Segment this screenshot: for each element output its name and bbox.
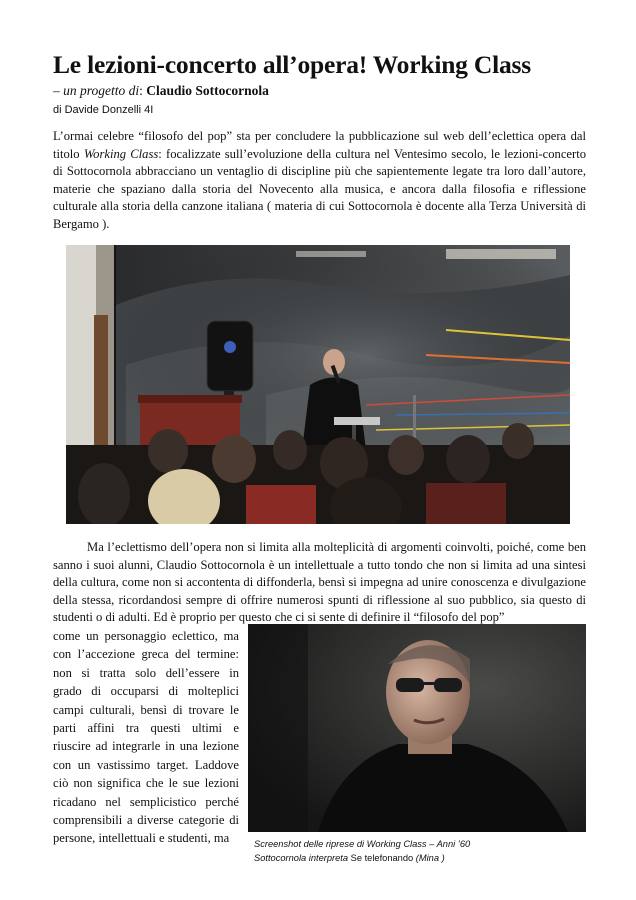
column-line: persone, intellettuali e studenti, ma bbox=[53, 831, 230, 846]
intro-paragraph bbox=[53, 128, 586, 234]
column-line: con l’accezione greca del termine: bbox=[53, 647, 239, 662]
column-line: grado di occuparsi di molteplici bbox=[53, 684, 239, 699]
column-line: campi culturali, bensì di trovare le bbox=[53, 702, 239, 717]
subtitle-name: Claudio Sottocornola bbox=[146, 83, 269, 98]
column-line: ricadano nel semplicistico perché bbox=[53, 794, 239, 809]
intro-text-end: : focalizzate sull’evoluzione della cultura nel Ventesimo secolo, le lezioni-concerto di Sottocornola abbracciano un ventaglio di discipline più che sapientemente legate tra loro dall’autore, materie che spaziano dalla storia del Novecento alla musica, e ancora dalla filosofia e riflessione culturale alla storia della canzone italiana ( materia di cui Sottocornola è docente alla Terza Università di Bergamo ). bbox=[53, 146, 586, 231]
intro-text-start: L’ormai celebre “filosofo del pop” sta per concludere la pubblicazione sul web dell’eclettica opera dal titolo bbox=[53, 129, 586, 161]
caption-line-1: Screenshot delle riprese di Working Class – Anni ’60 bbox=[254, 839, 471, 849]
photo-caption bbox=[254, 837, 470, 865]
body-paragraph: Ma l’eclettismo dell’opera non si limita alla molteplicità di argomenti coinvolti, poiché, come ben sanno i suoi alunni, Claudio Sottocornola è un intellettuale a tutto tondo che non si limita ad una sintesi della cultura, come non si accontenta di diffonderla, bensì si impegna ad unire conoscenza e divulgazione della stessa, ricordandosi sempre di offrire numerosi spunti di riflessione al suo pubblico, sia questo di studenti o di adulti. Ed è proprio per questo che ci si sente di definire il “filosofo del pop” bbox=[53, 540, 586, 625]
column-line: comprensibili a diverse categorie di bbox=[53, 813, 239, 828]
caption-song: Se telefonando bbox=[348, 853, 416, 863]
article-author: di Davide Donzelli 4I bbox=[53, 104, 154, 116]
portrait-photo bbox=[248, 624, 586, 832]
caption-line-2 bbox=[254, 851, 470, 865]
column-line: ciò non significa che le sue lezioni bbox=[53, 776, 239, 791]
concert-photo bbox=[66, 245, 570, 524]
subtitle-colon: : bbox=[139, 83, 147, 98]
column-line: parti affini tra questi ultimi e bbox=[53, 721, 239, 736]
article-subtitle bbox=[53, 82, 269, 99]
wrapped-text-column bbox=[53, 627, 239, 848]
column-line: con un vastissimo target. Laddove bbox=[53, 757, 239, 772]
subtitle-prefix: – un progetto di bbox=[53, 83, 140, 98]
column-line: non si tratta solo dell’essere in bbox=[53, 665, 239, 680]
column-line: come un personaggio eclettico, ma bbox=[53, 629, 239, 643]
article-title: Le lezioni-concerto all’opera! Working Class bbox=[53, 50, 532, 79]
caption-credit: (Mina ) bbox=[415, 853, 445, 863]
intro-work-title: Working Class bbox=[83, 146, 159, 161]
column-line: riuscire ad integrarle in una lezione bbox=[53, 739, 239, 754]
caption-performer: Sottocornola interpreta bbox=[254, 853, 349, 863]
